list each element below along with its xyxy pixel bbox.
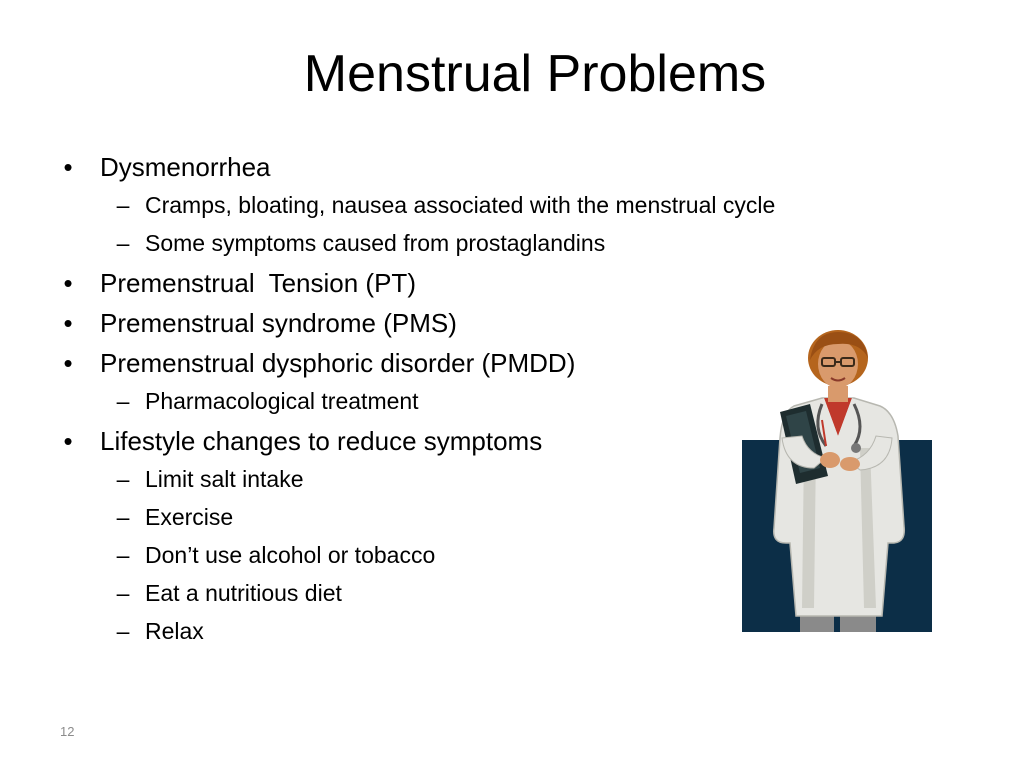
- bullet-text: Premenstrual dysphoric disorder (PMDD): [100, 348, 576, 378]
- bullet-text: Dysmenorrhea: [100, 152, 271, 182]
- sub-bullet-marker: –: [116, 504, 130, 530]
- page-number: 12: [60, 724, 75, 739]
- sub-bullet-marker: –: [116, 466, 130, 492]
- sub-bullet-item: [58, 224, 958, 262]
- sub-bullet-text: Exercise: [145, 504, 234, 530]
- bullet-marker: •: [63, 426, 73, 456]
- sub-bullet-marker: –: [116, 388, 130, 414]
- sub-bullet-item: [58, 186, 958, 224]
- sub-bullet-marker: –: [116, 230, 130, 256]
- doctor-clipart-icon: [742, 328, 932, 632]
- bullet-item: [58, 148, 958, 186]
- sub-bullet-text: Pharmacological treatment: [145, 388, 419, 414]
- sub-bullet-marker: –: [116, 192, 130, 218]
- bullet-marker: •: [63, 268, 73, 298]
- bullet-item: [58, 264, 958, 302]
- sub-bullet-text: Eat a nutritious diet: [145, 580, 342, 606]
- bullet-text: Premenstrual syndrome (PMS): [100, 308, 457, 338]
- sub-bullet-marker: –: [116, 618, 130, 644]
- bullet-text: Lifestyle changes to reduce symptoms: [100, 426, 543, 456]
- slide-title: Menstrual Problems: [303, 45, 767, 103]
- bullet-marker: •: [63, 152, 73, 182]
- bullet-marker: •: [63, 308, 73, 338]
- sub-bullet-marker: –: [116, 580, 130, 606]
- sub-bullet-text: Cramps, bloating, nausea associated with the menstrual cycle: [145, 192, 776, 218]
- bullet-text: Premenstrual Tension (PT): [100, 268, 416, 298]
- sub-bullet-text: Some symptoms caused from prostaglandins: [145, 230, 606, 256]
- sub-bullet-text: Limit salt intake: [145, 466, 304, 492]
- bullet-marker: •: [63, 348, 73, 378]
- sub-bullet-text: Relax: [145, 618, 204, 644]
- sub-bullet-marker: –: [116, 542, 130, 568]
- sub-bullet-text: Don’t use alcohol or tobacco: [145, 542, 436, 568]
